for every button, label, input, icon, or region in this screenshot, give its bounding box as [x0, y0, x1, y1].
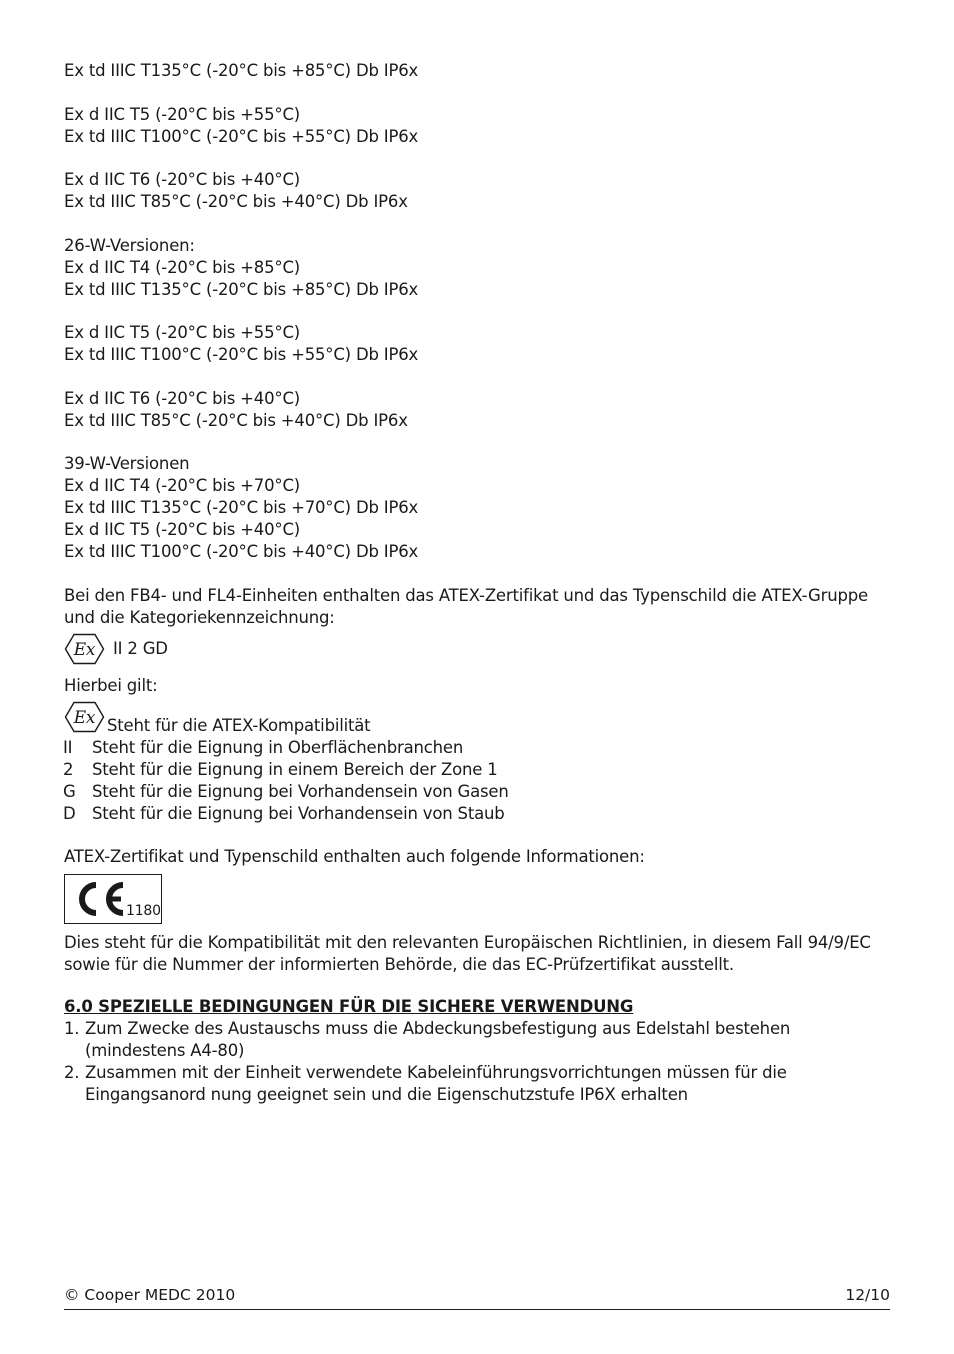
definition-item [63, 759, 890, 781]
rating-line: Ex td IIIC T135°C (-20°C bis +70°C) Db IP6x [64, 498, 419, 517]
rating-line: Ex td IIIC T100°C (-20°C bis +55°C) Db IP6x [64, 126, 419, 146]
ce-description: Dies steht für die Kompatibilität mit den relevanten Europäischen Richtlinien, in diesem Fall 94/9/EC sowie für die Nummer der informierten Behörde, die das EC-Prüfzertifikat ausstellt. [64, 933, 871, 974]
rating-line: Ex td IIIC T135°C (-20°C bis +85°C) Db IP6x [64, 279, 419, 299]
version-title-26w: 26-W-Versionen: [64, 235, 195, 255]
rating-line: Ex d IIC T4 (-20°C bis +85°C) [64, 257, 301, 277]
ce-notified-body-number: 1180 [126, 903, 161, 919]
condition-item [64, 1062, 890, 1106]
rating-line: Ex d IIC T4 (-20°C bis +70°C) [64, 476, 301, 495]
copyright-text: © Cooper MEDC 2010 [64, 1286, 236, 1304]
rating-line: Ex td IIIC T100°C (-20°C bis +55°C) Db IP6x [64, 345, 419, 364]
definition-key: D [63, 803, 76, 823]
page-number: 12/10 [845, 1286, 890, 1304]
atex-marking-text: II 2 GD [113, 638, 168, 658]
ex-definition-text: Steht für die ATEX-Kompatibilität [107, 715, 371, 735]
condition-number: 1. [64, 1019, 80, 1038]
page-footer [64, 1284, 890, 1306]
condition-item [64, 1018, 890, 1062]
atex-intro: Bei den FB4- und FL4-Einheiten enthalten das ATEX-Zertifikat und das Typenschild die ATEX-Gruppe und die Kategoriekennzeichnung: [64, 585, 868, 627]
definition-text: Steht für die Eignung bei Vorhandensein von Gasen [92, 781, 509, 801]
ex-hexagon-icon [64, 633, 105, 665]
hierbei-label: Hierbei gilt: [64, 675, 158, 695]
rating-line: Ex d IIC T5 (-20°C bis +55°C) [64, 323, 301, 342]
definition-text: Steht für die Eignung bei Vorhandensein von Staub [92, 803, 505, 823]
definition-key: G [63, 781, 76, 801]
conditions-list [64, 1018, 890, 1106]
info-intro: ATEX-Zertifikat und Typenschild enthalten auch folgende Informationen: [64, 847, 645, 866]
version-title-39w: 39-W-Versionen [64, 454, 190, 473]
definition-text: Steht für die Eignung in Oberflächenbranchen [92, 737, 464, 757]
condition-text: Zusammen mit der Einheit verwendete Kabeleinführungsvorrichtungen müssen für die Eingangsanord nung geeignet sein und die Eigenschutzstufe IP6X erhalten [85, 1063, 787, 1104]
definition-item [63, 737, 890, 759]
document-body [64, 60, 890, 1106]
rating-line: Ex d IIC T5 (-20°C bis +55°C) [64, 104, 301, 124]
rating-line: Ex d IIC T6 (-20°C bis +40°C) [64, 170, 301, 189]
definition-item [63, 803, 890, 825]
rating-line: Ex td IIIC T135°C (-20°C bis +85°C) Db IP6x [64, 61, 419, 80]
atex-marking-row [64, 633, 890, 665]
definition-text: Steht für die Eignung in einem Bereich der Zone 1 [92, 759, 498, 779]
definition-list [64, 737, 890, 825]
definition-item [63, 781, 890, 803]
ex-definition-row [64, 701, 890, 733]
section-heading: 6.0 SPEZIELLE BEDINGUNGEN FÜR DIE SICHERE VERWENDUNG [64, 997, 634, 1016]
ce-mark-box [64, 874, 162, 924]
rating-line: Ex d IIC T5 (-20°C bis +40°C) [64, 520, 301, 539]
rating-line: Ex td IIIC T85°C (-20°C bis +40°C) Db IP6x [64, 410, 408, 430]
footer-divider [64, 1309, 890, 1310]
definition-key: 2 [63, 759, 74, 779]
rating-line: Ex td IIIC T85°C (-20°C bis +40°C) Db IP6x [64, 192, 408, 211]
ex-hexagon-icon [64, 701, 105, 733]
rating-line: Ex td IIIC T100°C (-20°C bis +40°C) Db IP6x [64, 542, 419, 561]
definition-key: II [63, 737, 73, 757]
rating-line: Ex d IIC T6 (-20°C bis +40°C) [64, 388, 301, 408]
svg-text:Ex: Ex [73, 639, 96, 660]
condition-number: 2. [64, 1063, 80, 1082]
condition-text: Zum Zwecke des Austauschs muss die Abdeckungsbefestigung aus Edelstahl bestehen (mindestens A4-80) [85, 1019, 791, 1060]
ce-mark-icon [71, 879, 127, 919]
svg-text:Ex: Ex [73, 707, 96, 728]
